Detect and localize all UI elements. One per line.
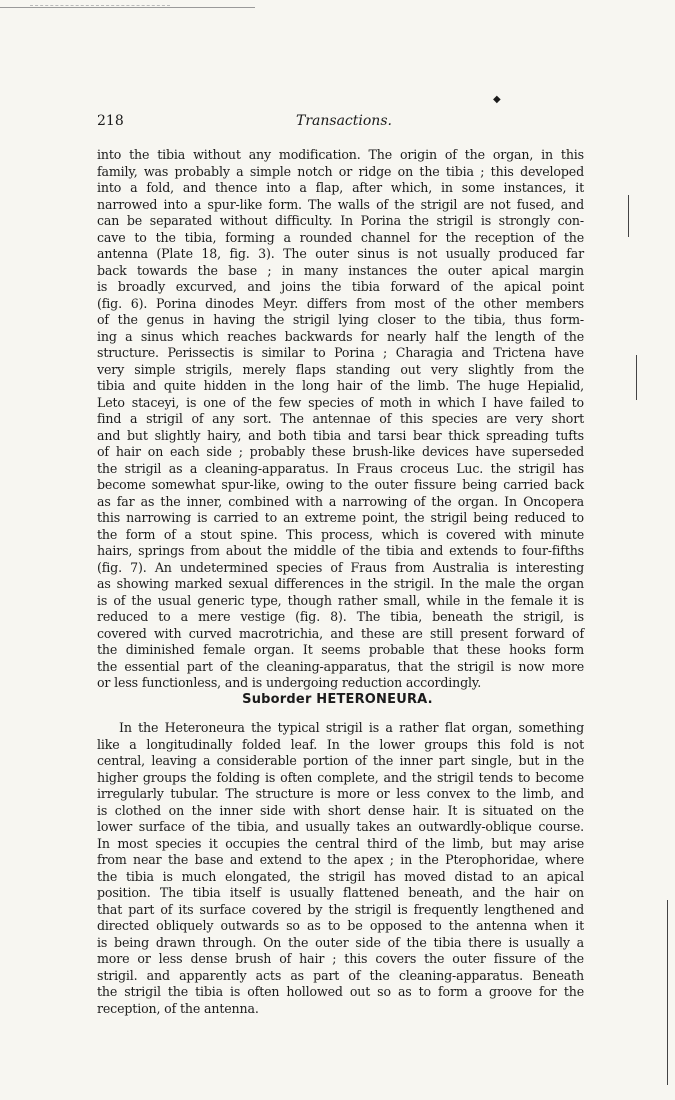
page-number: 218: [97, 113, 124, 129]
text-line: become somewhat spur-like, owing to the outer fissure being carried back: [97, 477, 584, 492]
scan-margin-mark: [628, 195, 629, 237]
paragraph-1: [97, 147, 584, 692]
text-line: of the genus in having the strigil lying closer to the tibia, thus form-: [97, 312, 584, 327]
text-line: hairs, springs from about the middle of the tibia and extends to four-fifths: [97, 543, 584, 558]
text-line: or less functionless, and is undergoing reduction accordingly.: [97, 675, 482, 690]
text-line: central, leaving a considerable portion of the inner part single, but in the: [97, 753, 584, 768]
text-line: very simple strigils, merely flaps standing out very slightly from the: [97, 361, 584, 377]
text-line: (fig. 7). An undetermined species of Fraus from Australia is interesting: [97, 559, 584, 575]
text-line: Leto staceyi, is one of the few species of moth in which I have failed to: [97, 394, 584, 410]
text-line: the form of a stout spine. This process, which is covered with minute: [97, 526, 584, 542]
text-line: structure. Perissectis is similar to Porina ; Charagia and Trictena have: [97, 345, 584, 360]
text-line: In the Heteroneura the typical strigil is a rather flat organ, something: [119, 720, 584, 735]
text-line: back towards the base ; in many instances the outer apical margin: [97, 262, 584, 278]
paragraph-2: [97, 720, 584, 1017]
text-line: reduced to a mere vestige (fig. 8). The tibia, beneath the strigil, is: [97, 609, 584, 624]
scan-edge-line: [0, 7, 255, 8]
text-line: tibia and quite hidden in the long hair of the limb. The huge Hepialid,: [97, 378, 584, 393]
scan-margin-mark: [636, 355, 637, 400]
text-line: of hair on each side ; probably these brush-like devices have superseded: [97, 444, 584, 459]
text-line: antenna (Plate 18, fig. 3). The outer sinus is not usually produced far: [97, 246, 584, 261]
text-line: into the tibia without any modification. The origin of the organ, in this: [97, 147, 584, 162]
text-line: (fig. 6). Porina dinodes Meyr. differs from most of the other members: [97, 295, 584, 311]
text-line: the essential part of the cleaning-apparatus, that the strigil is now more: [97, 658, 584, 674]
text-line: family, was probably a simple notch or ridge on the tibia ; this developed: [97, 163, 584, 179]
text-line: directed obliquely outwards so as to be opposed to the antenna when it: [97, 918, 584, 933]
text-line: as showing marked sexual differences in the strigil. In the male the organ: [97, 576, 584, 591]
scan-margin-mark: [667, 900, 668, 1085]
text-line: as far as the inner, combined with a narrowing of the organ. In Oncopera: [97, 493, 584, 509]
text-line: like a longitudinally folded leaf. In the lower groups this fold is not: [97, 736, 584, 752]
text-line: narrowed into a spur-like form. The walls of the strigil are not fused, and: [97, 196, 584, 212]
text-line: more or less dense brush of hair ; this covers the outer fissure of the: [97, 951, 584, 966]
text-line: strigil. and apparently acts as part of the cleaning-apparatus. Beneath: [97, 967, 584, 983]
text-line: In most species it occupies the central third of the limb, but may arise: [97, 835, 584, 851]
text-line: ing a sinus which reaches backwards for nearly half the length of the: [97, 328, 584, 344]
text-line: and but slightly hairy, and both tibia and tarsi bear thick spreading tufts: [97, 427, 584, 443]
text-line: this narrowing is carried to an extreme point, the strigil being reduced to: [97, 510, 584, 525]
text-line: higher groups the folding is often complete, and the strigil tends to become: [97, 769, 584, 785]
text-line: the strigil the tibia is often hollowed out so as to form a groove for the: [97, 984, 584, 999]
text-line: lower surface of the tibia, and usually takes an outwardly-oblique course.: [97, 819, 584, 834]
text-line: the strigil as a cleaning-apparatus. In Fraus croceus Luc. the strigil has: [97, 460, 584, 476]
text-line: the tibia is much elongated, the strigil has moved distad to an apical: [97, 868, 584, 884]
text-line: from near the base and extend to the apex ; in the Pterophoridae, where: [97, 852, 584, 867]
text-line: the diminished female organ. It seems probable that these hooks form: [97, 642, 584, 657]
text-line: find a strigil of any sort. The antennae of this species are very short: [97, 411, 584, 426]
scan-edge-line: [30, 5, 170, 6]
text-line: position. The tibia itself is usually flattened beneath, and the hair on: [97, 885, 584, 900]
text-line: can be separated without difficulty. In Porina the strigil is strongly con-: [97, 213, 584, 228]
text-line: covered with curved macrotrichia, and these are still present forward of: [97, 625, 584, 641]
text-line: irregularly tubular. The structure is more or less convex to the limb, and: [97, 786, 584, 801]
text-line: is clothed on the inner side with short dense hair. It is situated on the: [97, 802, 584, 818]
print-mark: ◆: [493, 94, 501, 105]
text-line: reception, of the antenna.: [97, 1000, 259, 1016]
running-head: Transactions.: [296, 113, 392, 129]
text-line: cave to the tibia, forming a rounded channel for the reception of the: [97, 229, 584, 245]
text-line: is of the usual generic type, though rather small, while in the female it is: [97, 592, 584, 608]
section-heading: Suborder HETERONEURA.: [242, 692, 433, 707]
text-line: is broadly excurved, and joins the tibia forward of the apical point: [97, 279, 584, 294]
text-line: into a fold, and thence into a flap, after which, in some instances, it: [97, 180, 584, 195]
text-line: that part of its surface covered by the strigil is frequently lengthened and: [97, 901, 584, 917]
text-line: is being drawn through. On the outer side of the tibia there is usually a: [97, 934, 584, 950]
